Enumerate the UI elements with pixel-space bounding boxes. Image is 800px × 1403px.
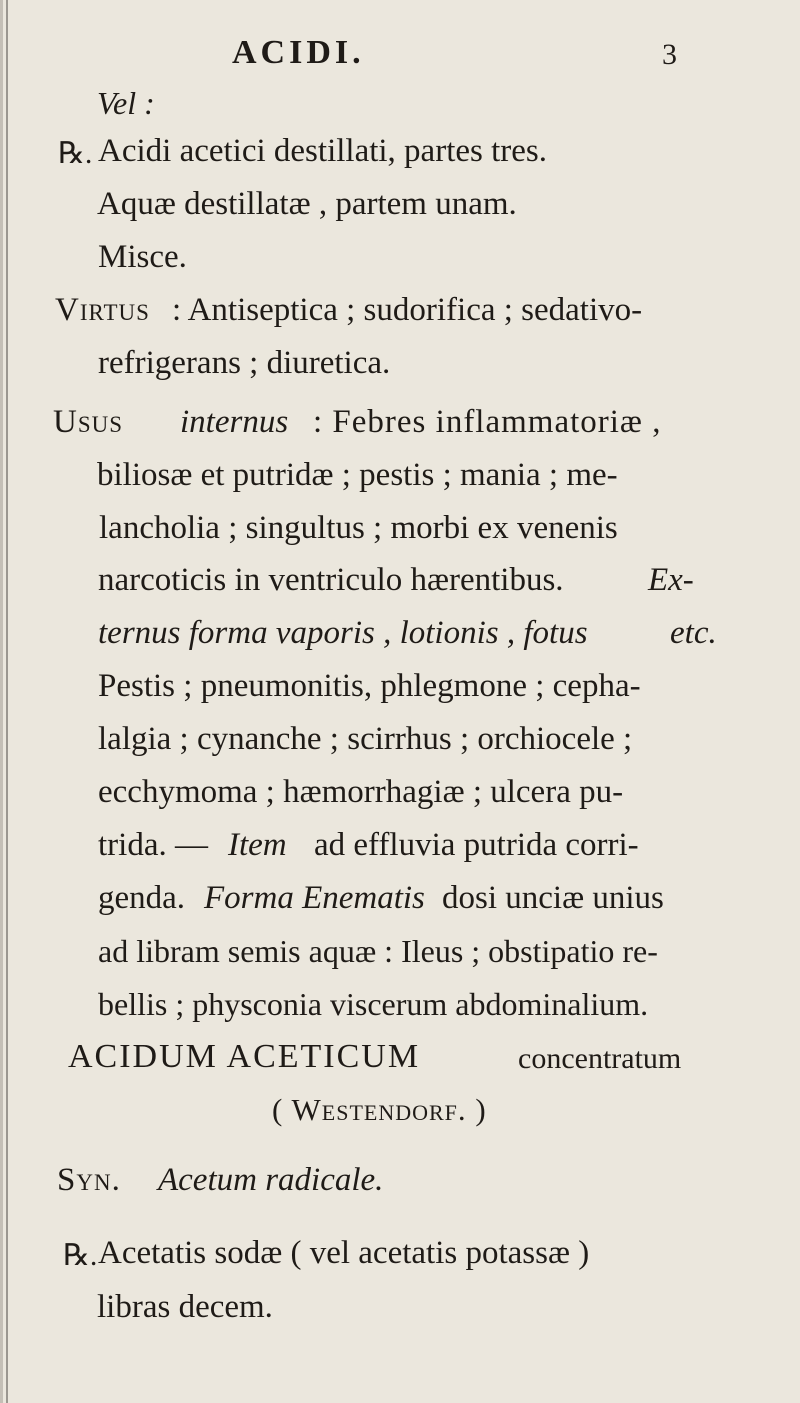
section-heading-virtus: Virtus	[55, 292, 150, 328]
text-line: Acidi acetici destillati, partes tres.	[98, 133, 547, 169]
text-italic: ternus forma vaporis , lotionis , fotus	[98, 615, 588, 651]
text-line: genda.	[98, 880, 186, 916]
text-line: lancholia ; singultus ; morbi ex venenis	[99, 510, 618, 546]
text-line: biliosæ et putridæ ; pestis ; mania ; me-	[97, 457, 618, 493]
text-line: Acetatis sodæ ( vel acetatis potassæ )	[98, 1235, 590, 1271]
text-line: ecchymoma ; hæmorrhagiæ ; ulcera pu-	[98, 774, 624, 810]
text-line: lalgia ; cynanche ; scirrhus ; orchiocele ;	[98, 721, 633, 757]
text-line: refrigerans ; diuretica.	[98, 345, 391, 381]
text-line: narcoticis in ventriculo hærentibus.	[98, 562, 564, 598]
text-line: Misce.	[98, 239, 187, 275]
header-title: ACIDI.	[232, 34, 365, 71]
text-line: Pestis ; pneumonitis, phlegmone ; cepha-	[98, 668, 641, 704]
author-attribution: ( Westendorf. )	[272, 1092, 487, 1127]
entry-heading: ACIDUM ACETICUM	[68, 1038, 421, 1075]
page-edge-shadow	[0, 0, 3, 1403]
text-line: trida. —	[98, 827, 208, 863]
running-header	[0, 28, 800, 78]
entry-heading-subtitle: concentratum	[518, 1042, 682, 1075]
synonym-label: Syn.	[57, 1162, 121, 1198]
recipe-symbol: ℞.	[63, 1239, 98, 1272]
text-italic: Item	[228, 827, 287, 863]
text-line: : Antiseptica ; sudorifica ; sedativo-	[172, 292, 643, 328]
synonym-text: Acetum radicale.	[158, 1162, 384, 1198]
text-italic: Ex-	[648, 562, 694, 598]
text-line-vel: Vel :	[97, 85, 155, 121]
recipe-symbol: ℞.	[58, 137, 93, 170]
text-line: libras decem.	[97, 1289, 273, 1325]
text-line: dosi unciæ unius	[442, 880, 664, 916]
section-heading-usus: Usus	[53, 404, 124, 440]
text-line: : Febres inflammatoriæ ,	[313, 404, 662, 440]
text-italic: etc.	[670, 615, 717, 651]
text-line: Aquæ destillatæ , partem unam.	[97, 186, 517, 222]
text-line: bellis ; physconia viscerum abdominalium.	[98, 986, 649, 1022]
page-number: 3	[662, 38, 677, 71]
text-italic: internus	[180, 404, 289, 440]
text-italic: Forma Enematis	[204, 880, 425, 916]
text-line: ad libram semis aquæ : Ileus ; obstipatio re-	[98, 933, 658, 969]
page-edge-line	[6, 0, 8, 1403]
text-line: ad effluvia putrida corri-	[314, 827, 639, 863]
